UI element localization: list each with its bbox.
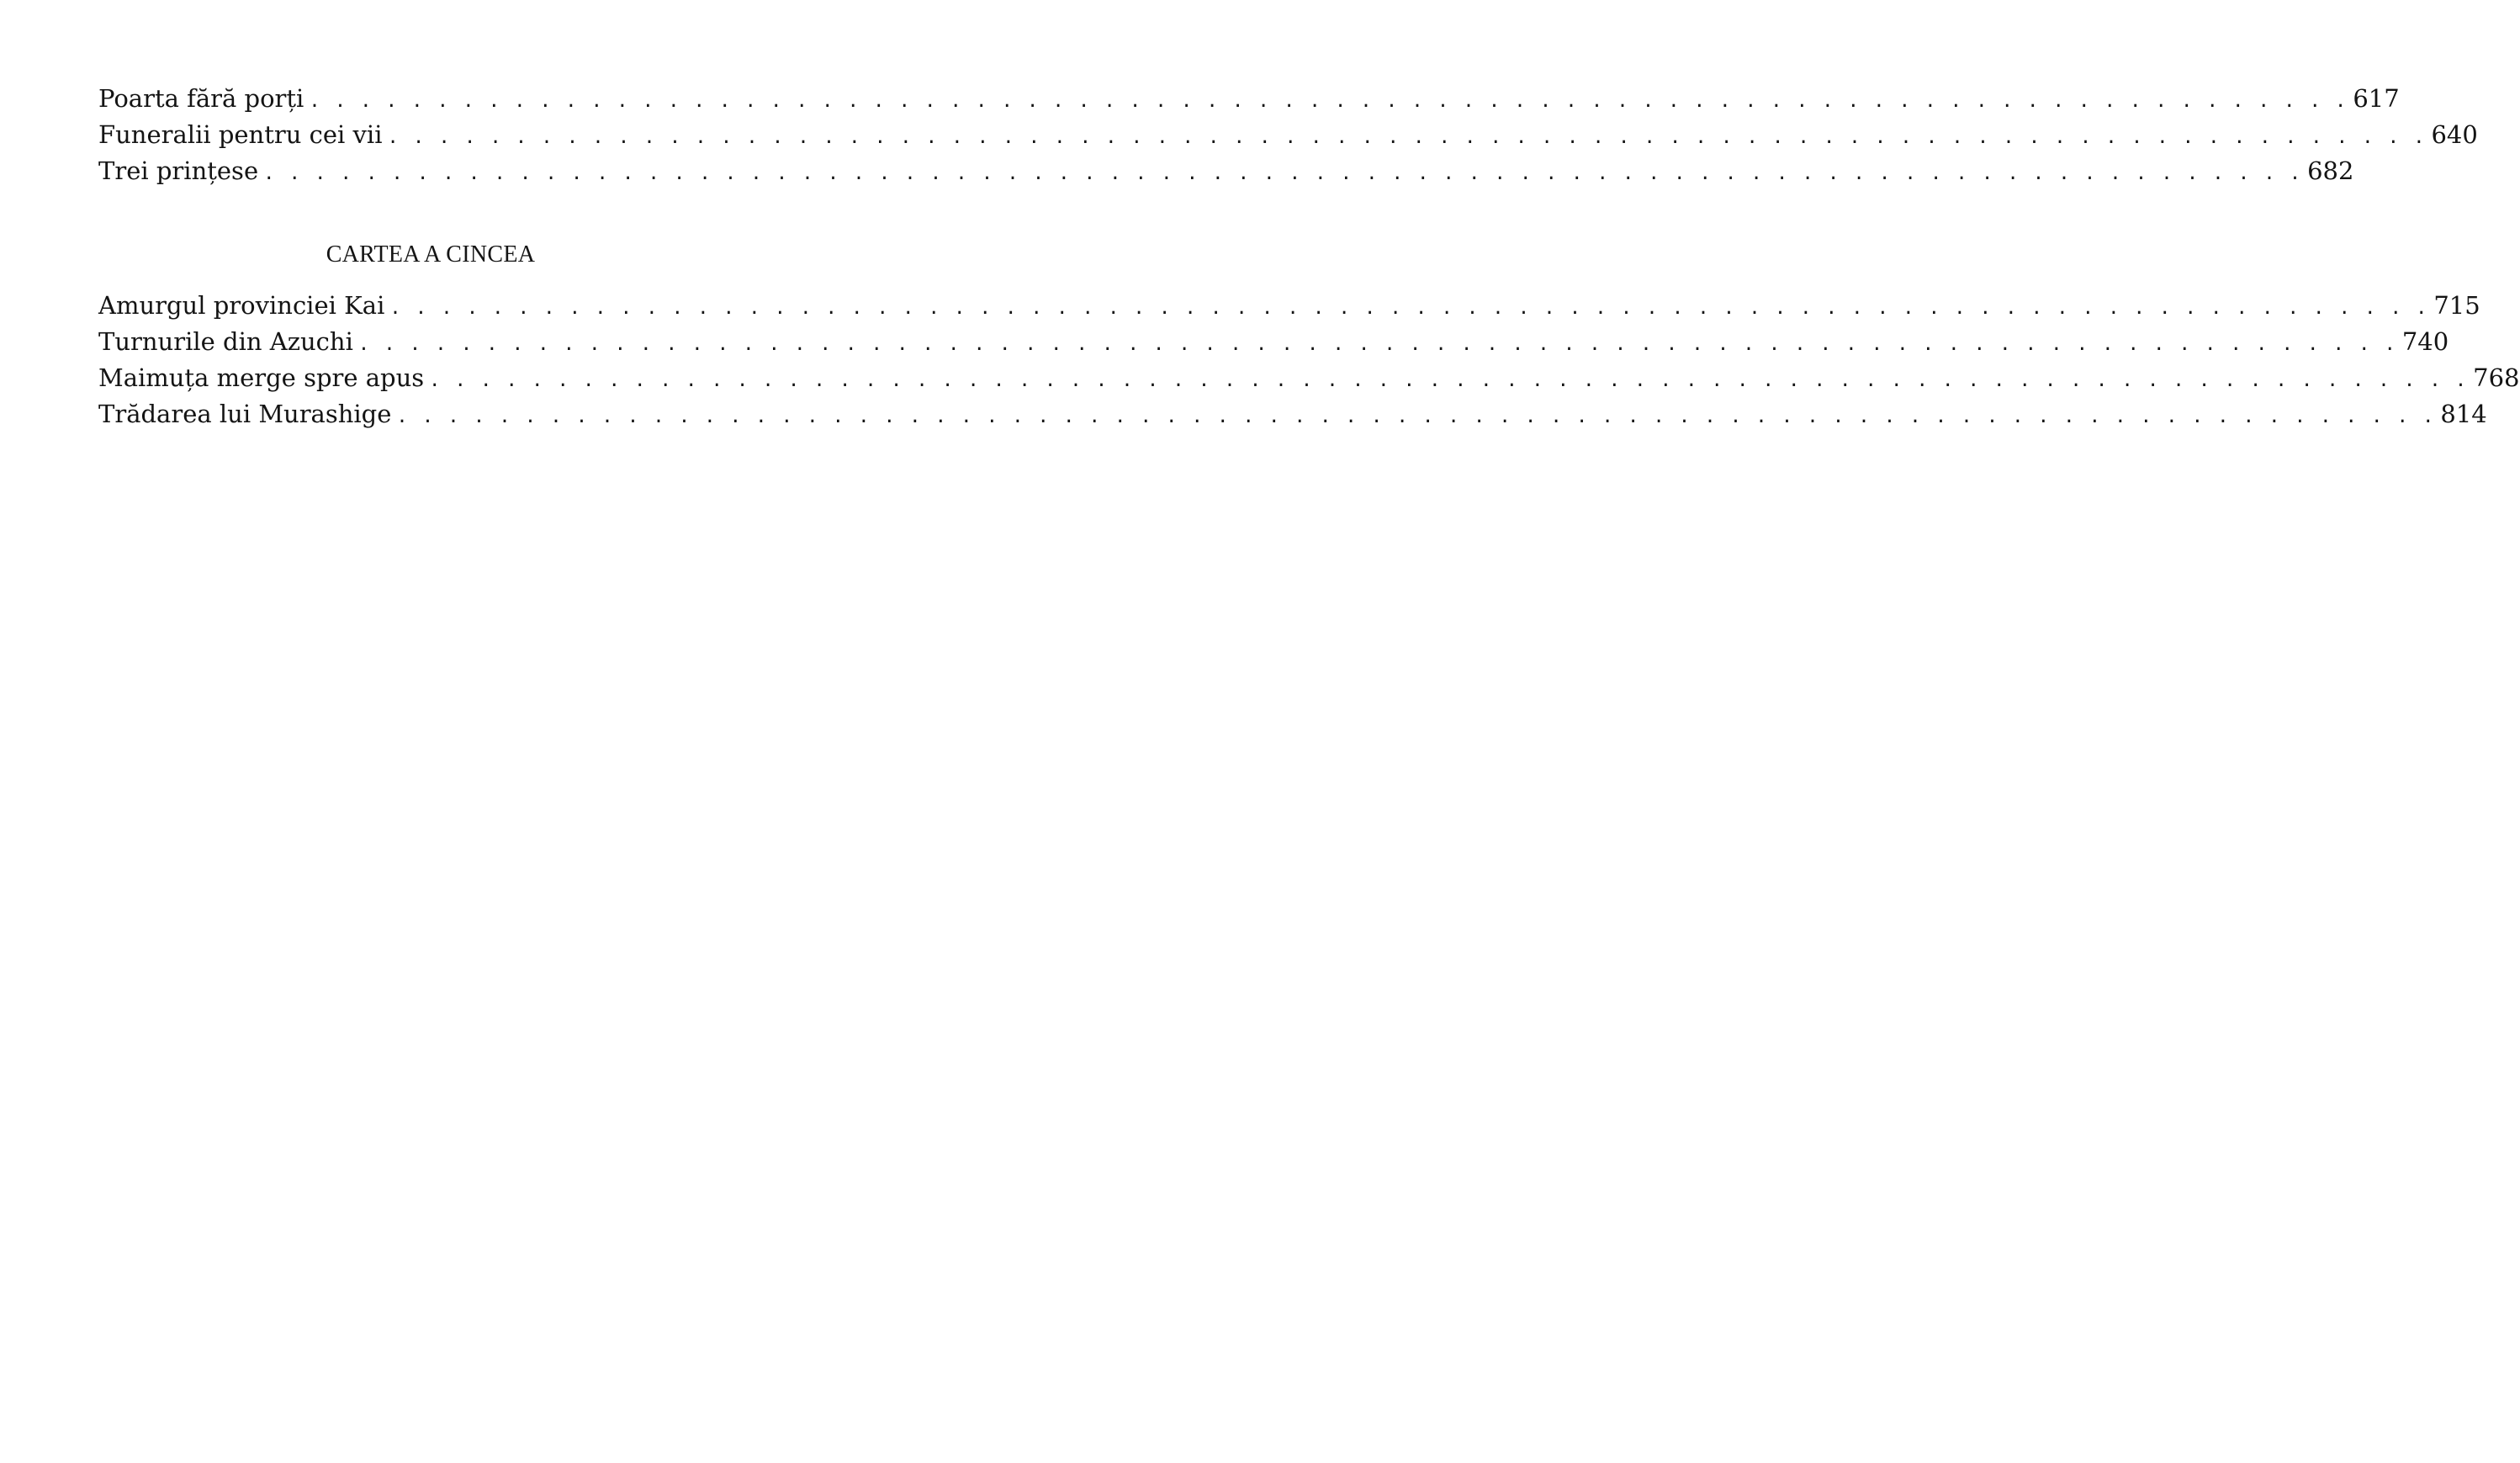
dot-leader: . . . . . . . . . . . . . . . . . . . . . . . . . . . . . . . . . . . . . . . . . . . . . . . . . . . . . . . . . . . . . . . . . . . . . . . . . . . . . . . . bbox=[309, 91, 2348, 112]
dot-leader: . . . . . . . . . . . . . . . . . . . . . . . . . . . . . . . . . . . . . . . . . . . . . . . . . . . . . . . . . . . . . . . . . . . . . . . . . . . . . . . . bbox=[396, 406, 2436, 427]
toc-entry-title: Amurgul provinciei Kai bbox=[98, 291, 385, 320]
toc-entry-page: 640 bbox=[2431, 120, 2478, 149]
toc-entry bbox=[98, 324, 2449, 360]
toc-entry-title: Funeralii pentru cei vii bbox=[98, 120, 383, 149]
toc-entry bbox=[98, 288, 2480, 324]
toc-entry-page: 715 bbox=[2433, 291, 2480, 320]
table-of-contents-top bbox=[98, 81, 2478, 189]
dot-leader: . . . . . . . . . . . . . . . . . . . . . . . . . . . . . . . . . . . . . . . . . . . . . . . . . . . . . . . . . . . . . . . . . . . . . . . . . . . . . . . . bbox=[263, 163, 2303, 184]
toc-entry-page: 740 bbox=[2401, 327, 2449, 356]
toc-entry bbox=[98, 396, 2487, 432]
toc-entry bbox=[98, 81, 2400, 117]
toc-entry-title: Trădarea lui Murashige bbox=[98, 400, 392, 428]
toc-entry bbox=[98, 360, 2520, 396]
toc-entry-page: 682 bbox=[2307, 156, 2354, 185]
toc-entry-title: Maimuța merge spre apus bbox=[98, 363, 425, 392]
toc-entry-title: Turnurile din Azuchi bbox=[98, 327, 353, 356]
dot-leader: . . . . . . . . . . . . . . . . . . . . . . . . . . . . . . . . . . . . . . . . . . . . . . . . . . . . . . . . . . . . . . . . . . . . . . . . . . . . . . . . bbox=[357, 334, 2397, 355]
toc-entry-page: 814 bbox=[2440, 400, 2487, 428]
section-heading: CARTEA A CINCEA bbox=[326, 241, 536, 268]
dot-leader: . . . . . . . . . . . . . . . . . . . . . . . . . . . . . . . . . . . . . . . . . . . . . . . . . . . . . . . . . . . . . . . . . . . . . . . . . . . . . . . . bbox=[429, 370, 2469, 391]
toc-entry-page: 768 bbox=[2473, 363, 2520, 392]
table-of-contents-bottom bbox=[98, 288, 2520, 432]
toc-entry-page: 617 bbox=[2353, 84, 2400, 113]
dot-leader: . . . . . . . . . . . . . . . . . . . . . . . . . . . . . . . . . . . . . . . . . . . . . . . . . . . . . . . . . . . . . . . . . . . . . . . . . . . . . . . . bbox=[387, 127, 2427, 148]
toc-entry-title: Trei prințese bbox=[98, 156, 259, 185]
toc-entry bbox=[98, 153, 2354, 189]
toc-entry bbox=[98, 117, 2478, 153]
dot-leader: . . . . . . . . . . . . . . . . . . . . . . . . . . . . . . . . . . . . . . . . . . . . . . . . . . . . . . . . . . . . . . . . . . . . . . . . . . . . . . . . bbox=[389, 298, 2429, 319]
toc-entry-title: Poarta fără porți bbox=[98, 84, 304, 113]
